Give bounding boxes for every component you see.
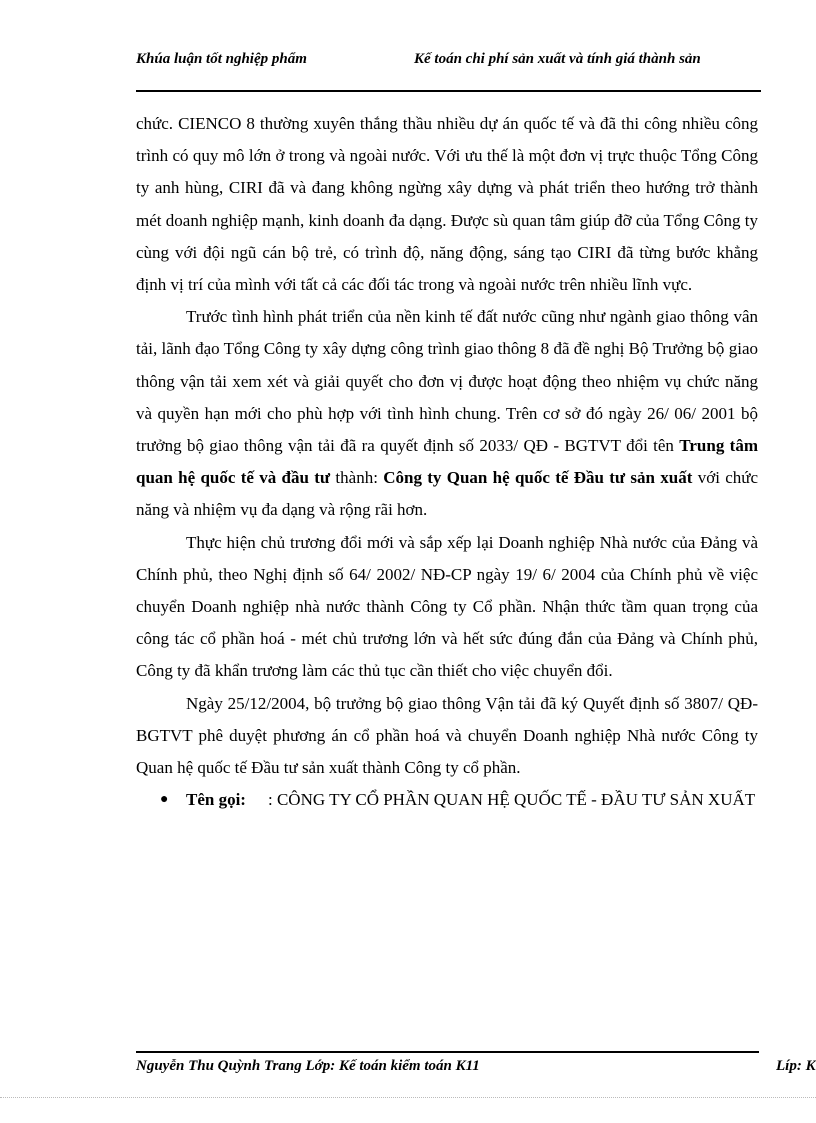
paragraph-2-bold-a: Trung tâm quan hệ quốc tế và đầu tư: [136, 436, 759, 488]
footer-divider: [136, 1051, 759, 1053]
paragraph-2-text-a: Trước tình hình phát triển của nền kinh tế đất nước cũng như ngành giao thông vân tải, lãnh đạo Tổng Công ty xây dựng công trình giao thông 8 đã đề nghị Bộ Trưởng bộ giao thông vận tải xem xét và giải quyết cho đơn vị được hoạt động theo nhiệm vụ chức năng và quyền hạn mới cho phù hợp với tình hình chung. Trên cơ sở đó ngày 26/ 06/ 2001 bộ trưởng bộ giao thông vận tải đã ra quyết định số 2033/ QĐ - BGTVT đổi tên: [136, 307, 758, 456]
paragraph-1: chức. CIENCO 8 thường xuyên thắng thầu nhiều dự án quốc tế và đã thi công nhiều công trình có quy mô lớn ở trong và ngoài nước. Với ưu thế là một đơn vị trực thuộc Tổng Công ty anh hùng, CIRI đã và đang không ngừng xây dựng và phát triển theo hướng trở thành mét doanh nghiệp mạnh, kinh doanh đa dạng. Được sù quan tâm giúp đỡ của Tổng Công ty cùng với đội ngũ cán bộ trẻ, có trình độ, năng động, sáng tạo CIRI đã từng bước khẳng định vị trí của mình với tất cả các đối tác trong và ngoài nước trên nhiều lĩnh vực.: [136, 114, 758, 295]
bullet-company-name: [136, 784, 758, 816]
footer-author: Nguyễn Thu Quỳnh Trang Lớp: Kế toán kiểm toán K11: [136, 1058, 480, 1074]
header-right-title: Kế toán chi phí sản xuất và tính giá thành sản: [414, 51, 701, 67]
paragraph-2: [136, 301, 758, 526]
bullet-value: : CÔNG TY CỔ PHẦN QUAN HỆ QUỐC TẾ - ĐẦU TƯ SẢN XUẤT: [267, 790, 756, 810]
page-bottom-dotted-line: [0, 1097, 816, 1098]
paragraph-2-text-b: thành:: [335, 468, 378, 488]
footer-class: Líp: K: [776, 1058, 816, 1074]
header-left-title: Khúa luận tốt nghiệp phẩm: [136, 51, 307, 67]
bullet-dot-icon: ●: [160, 792, 169, 808]
paragraph-4: Ngày 25/12/2004, bộ trưởng bộ giao thông Vận tải đã ký Quyết định số 3807/ QĐ-BGTVT phê duyệt phương án cổ phần hoá và chuyển Doanh nghiệp Nhà nước Công ty Quan hệ quốc tế Đầu tư sản xuất thành Công ty cổ phần.: [136, 693, 758, 778]
paragraph-3: Thực hiện chủ trương đổi mới và sắp xếp lại Doanh nghiệp Nhà nước của Đảng và Chính phủ, theo Nghị định số 64/ 2002/ NĐ-CP ngày 19/ 6/ 2004 của Chính phủ về việc chuyển Doanh nghiệp nhà nước thành Công ty Cổ phần. Nhận thức tầm quan trọng của công tác cổ phần hoá - mét chủ trương lớn và hết sức đúng đắn của Đảng và Chính phủ, Công ty đã khẩn trương làm các thủ tục cần thiết cho việc chuyển đổi.: [136, 532, 758, 681]
paragraph-2-text-c: với chức năng và nhiệm vụ đa dạng và rộng rãi hơn.: [136, 468, 759, 520]
document-body: [136, 108, 758, 816]
paragraph-2-bold-b: Công ty Quan hệ quốc tế Đầu tư sản xuất: [383, 468, 693, 488]
header-divider: [136, 90, 761, 92]
bullet-label: Tên gọi:: [186, 790, 246, 810]
